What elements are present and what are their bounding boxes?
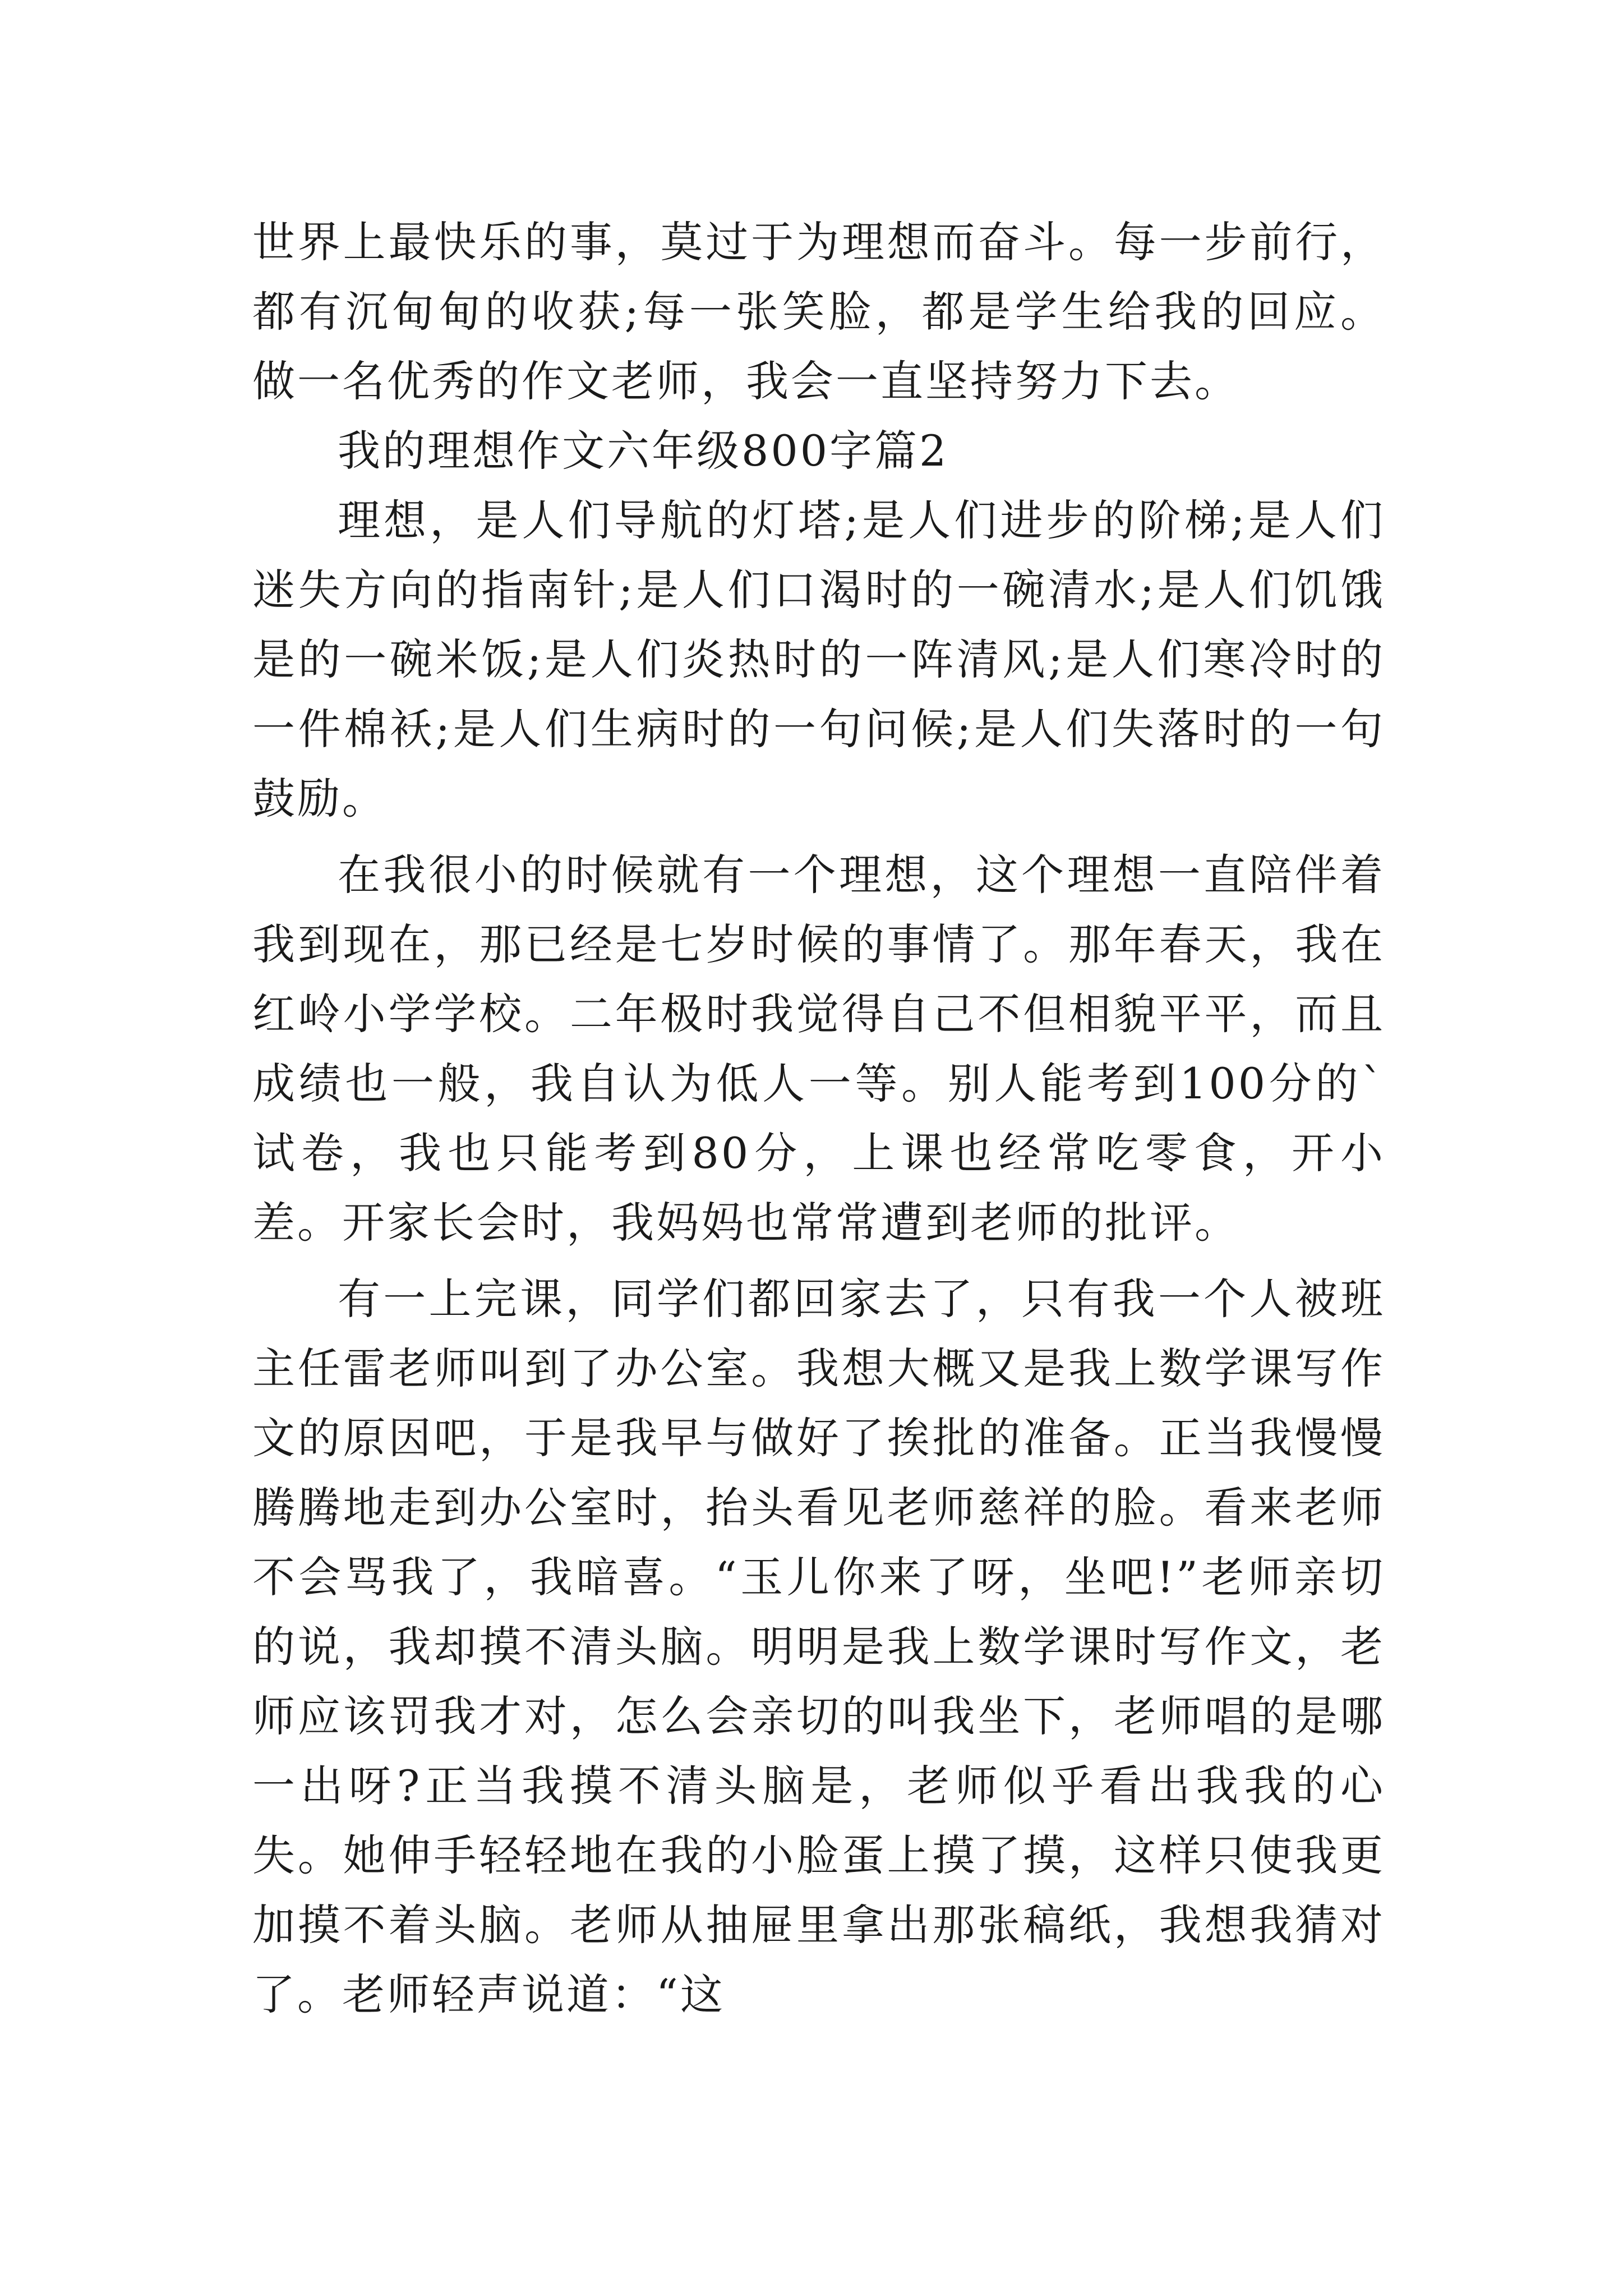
paragraph-closing: 世界上最快乐的事，莫过于为理想而奋斗。每一步前行，都有沉甸甸的收获;每一张笑脸，都是学生给我的回应。做一名优秀的作文老师，我会一直坚持努力下去。 [252, 217, 1385, 406]
document-page [252, 208, 1385, 2030]
paragraph-childhood: 在我很小的时候就有一个理想，这个理想一直陪伴着我到现在，那已经是七岁时候的事情了。那年春天，我在红岭小学学校。二年极时我觉得自己不但相貌平平，而且成绩也一般，我自认为低人一等。别人能考到100分的`试卷，我也只能考到80分，上课也经常吃零食，开小差。开家长会时，我妈妈也常常遭到老师的批评。 [252, 850, 1385, 1248]
section-heading: 我的理想作文六年级800字篇2 [338, 426, 949, 476]
paragraph-ideal-definition: 理想，是人们导航的灯塔;是人们进步的阶梯;是人们迷失方向的指南针;是人们口渴时的一碗清水;是人们饥饿是的一碗米饭;是人们炎热时的一阵清风;是人们寒冷时的一件棉袄;是人们生病时的一句问候;是人们失落时的一句鼓励。 [252, 495, 1385, 823]
paragraph-office-visit: 有一上完课，同学们都回家去了，只有我一个人被班主任雷老师叫到了办公室。我想大概又是我上数学课写作文的原因吧，于是我早与做好了挨批的准备。正当我慢慢腾腾地走到办公室时，抬头看见老师慈祥的脸。看来老师不会骂我了，我暗喜。“玉儿你来了呀，坐吧!”老师亲切的说，我却摸不清头脑。明明是我上数学课时写作文，老师应该罚我才对，怎么会亲切的叫我坐下，老师唱的是哪一出呀?正当我摸不清头脑是，老师似乎看出我我的心失。她伸手轻轻地在我的小脸蛋上摸了摸，这样只使我更加摸不着头脑。老师从抽屉里拿出那张稿纸，我想我猜对了。老师轻声说道：“这 [252, 1274, 1385, 2019]
